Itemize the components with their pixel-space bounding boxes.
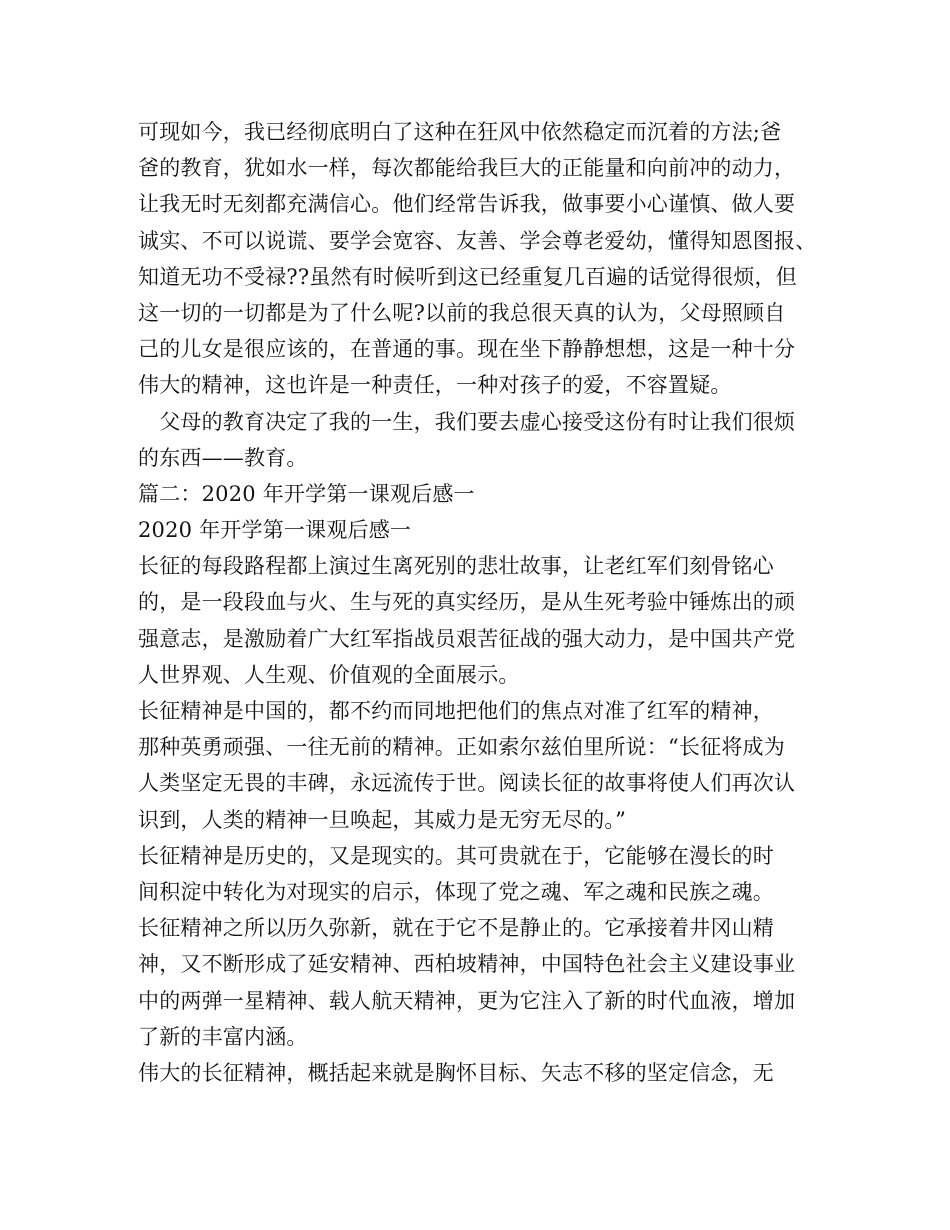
- text-line: 那种英勇顽强、一往无前的精神。正如索尔兹伯里所说：“长征将成为: [138, 735, 785, 760]
- text-line: 爸的教育，犹如水一样，每次都能给我巨大的正能量和向前冲的动力，: [138, 156, 796, 181]
- text-line: 伟大的长征精神，概括起来就是胸怀目标、矢志不移的坚定信念，无: [138, 1060, 774, 1085]
- text-line: 了新的丰富内涵。: [138, 1024, 308, 1049]
- text-line: 长征精神是历史的，又是现实的。其可贵就在于，它能够在漫长的时: [138, 843, 774, 868]
- text-line: 长征精神是中国的，都不约而同地把他们的焦点对准了红军的精神，: [138, 699, 774, 723]
- text-line: 父母的教育决定了我的一生，我们要去虚心接受这份有时让我们很烦: [138, 409, 796, 434]
- article-title: 2020 年开学第一课观后感一: [138, 518, 412, 543]
- text-line: 识到，人类的精神一旦唤起，其威力是无穷无尽的。”: [138, 807, 627, 832]
- text-line: 人世界观、人生观、价值观的全面展示。: [138, 662, 520, 687]
- text-line: 诚实、不可以说谎、要学会宽容、友善、学会尊老爱幼，懂得知恩图报、: [138, 228, 817, 253]
- text-line: 长征精神之所以历久弥新，就在于它不是静止的。它承接着井冈山精: [138, 916, 774, 941]
- text-line: 的，是一段段血与火、生与死的真实经历，是从生死考验中锤炼出的顽: [138, 590, 796, 615]
- text-line: 长征的每段路程都上演过生离死别的悲壮故事，让老红军们刻骨铭心: [138, 554, 774, 579]
- text-line: 的东西——教育。: [138, 445, 308, 470]
- text-line: 间积淀中转化为对现实的启示，体现了党之魂、军之魂和民族之魂。: [138, 879, 774, 904]
- text-line: 己的儿女是很应该的，在普通的事。现在坐下静静想想，这是一种十分: [138, 337, 796, 362]
- text-line: 强意志，是激励着广大红军指战员艰苦征战的强大动力，是中国共产党: [138, 626, 796, 651]
- text-line: 这一切的一切都是为了什么呢?以前的我总很天真的认为，父母照顾自: [138, 300, 786, 325]
- text-line: 可现如今，我已经彻底明白了这种在狂风中依然稳定而沉着的方法;爸: [138, 120, 782, 144]
- text-line: 神，又不断形成了延安精神、西柏坡精神，中国特色社会主义建设事业: [138, 952, 796, 977]
- document-body: [138, 114, 818, 1091]
- text-line: 中的两弹一星精神、载人航天精神，更为它注入了新的时代血液，增加: [138, 988, 796, 1013]
- text-line: 知道无功不受禄??虽然有时候听到这已经重复几百遍的话觉得很烦，但: [138, 264, 797, 289]
- section-heading: 篇二：2020 年开学第一课观后感一: [138, 481, 475, 506]
- text-line: 让我无时无刻都充满信心。他们经常告诉我，做事要小心谨慎、做人要: [138, 192, 796, 217]
- text-line: 人类坚定无畏的丰碑，永远流传于世。阅读长征的故事将使人们再次认: [138, 771, 796, 796]
- text-line: 伟大的精神，这也许是一种责任，一种对孩子的爱，不容置疑。: [138, 373, 732, 398]
